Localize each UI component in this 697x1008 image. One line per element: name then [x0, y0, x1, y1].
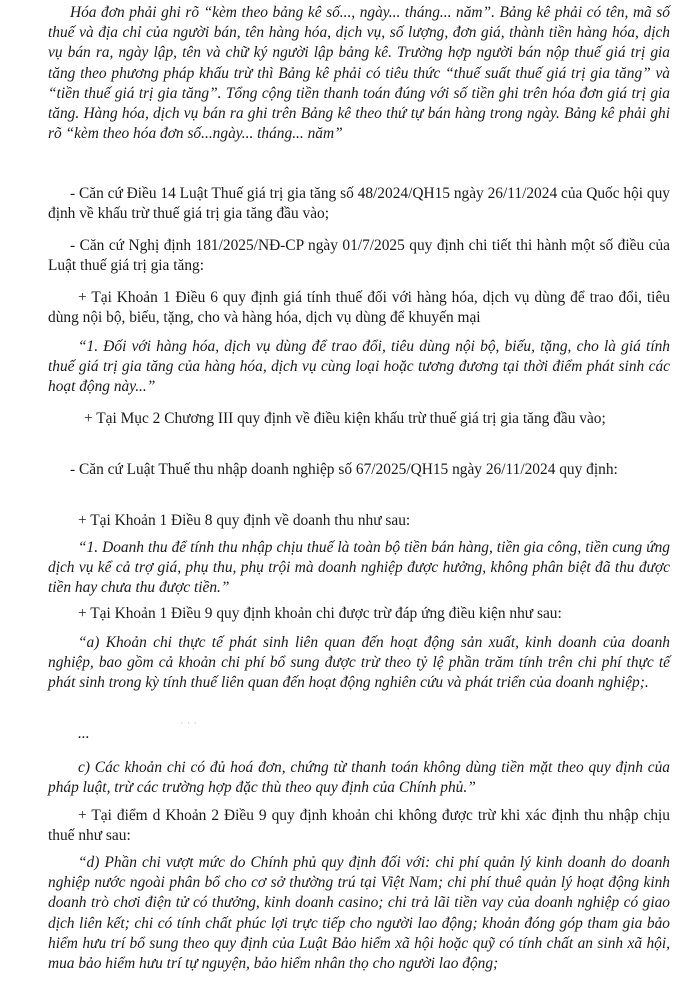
paragraph-cit-article-8: + Tại Khoản 1 Điều 8 quy định về doanh thu như sau:	[78, 512, 411, 529]
paragraph-cit-article-9-clause-1: + Tại Khoản 1 Điều 9 quy định khoản chi được trừ đáp ứng điều kiện như sau:	[78, 605, 562, 622]
quote-cit-article-9-point-c: c) Các khoản chi có đủ hoá đơn, chứng từ thanh toán không dùng tiền mặt theo quy định của pháp luật, trừ các trường hợp đặc thù theo quy định của Chính phủ.”	[48, 759, 670, 797]
scan-smudge: · · ·	[180, 717, 198, 729]
quote-cit-article-8: “1. Doanh thu để tính thu nhập chịu thuế là toàn bộ tiền bán hàng, tiền gia công, tiền cung ứng dịch vụ kể cả trợ giá, phụ thu, phụ trội mà doanh nghiệp được hưởng, không phân biệt đã thu được tiền hay chưa thu được tiền.”	[48, 539, 670, 597]
quote-decree-article-6: “1. Đối với hàng hóa, dịch vụ dùng để trao đổi, tiêu dùng nội bộ, biếu, tặng, cho là giá tính thuế giá trị gia tăng của hàng hóa, dịch vụ cùng loại hoặc tương đương tại thời điểm phát sinh các hoạt động này...”	[48, 338, 670, 396]
quote-ellipsis: ...	[78, 725, 90, 742]
paragraph-decree-article-6: + Tại Khoản 1 Điều 6 quy định giá tính thuế đối với hàng hóa, dịch vụ dùng để trao đổi, tiêu dùng nội bộ, biếu, tặng, cho và hàng hóa, dịch vụ dùng để khuyến mại	[48, 289, 670, 327]
paragraph-cit-article-9-clause-2: + Tại điểm d Khoản 2 Điều 9 quy định khoản chi không được trừ khi xác định thu nhập chịu thuế như sau:	[48, 807, 670, 845]
paragraph-decree-181: - Căn cứ Nghị định 181/2025/NĐ-CP ngày 01/7/2025 quy định chi tiết thi hành một số điều của Luật thuế giá trị gia tăng:	[48, 237, 670, 275]
paragraph-vat-law-article-14: - Căn cứ Điều 14 Luật Thuế giá trị gia tăng số 48/2024/QH15 ngày 26/11/2024 của Quốc hội quy định về khấu trừ thuế giá trị gia tăng đầu vào;	[48, 185, 670, 223]
quote-cit-article-9-point-d: “d) Phần chi vượt mức do Chính phủ quy định đối với: chi phí quản lý kinh doanh do doanh nghiệp nước ngoài phân bổ cho cơ sở thường trú tại Việt Nam; chi phí thuê quản lý hoạt động kinh doanh trò chơi điện tử có thưởng, kinh doanh casino; chi trả lãi tiền vay của doanh nghiệp có giao dịch liên kết; chi có tính chất phúc lợi trực tiếp cho người lao động; khoản đóng góp tham gia bảo hiểm hưu trí bổ sung theo quy định của Luật Bảo hiểm xã hội hoặc quỹ có tính chất an sinh xã hội, mua bảo hiểm hưu trí tự nguyện, bảo hiểm nhân thọ cho người lao động;	[48, 854, 670, 973]
paragraph-chapter-3-section-2: + Tại Mục 2 Chương III quy định về điều kiện khấu trừ thuế giá trị gia tăng đầu vào;	[84, 410, 606, 427]
paragraph-invoice-listing-rules: Hóa đơn phải ghi rõ “kèm theo bảng kê số..., ngày... tháng... năm”. Bảng kê phải có tên, mã số thuế và địa chỉ của người bán, tên hàng hóa, dịch vụ, số lượng, đơn giá, thành tiền hàng hóa, dịch vụ bán ra, ngày lập, tên và chữ ký người lập bảng kê. Trường hợp người bán nộp thuế giá trị gia tăng theo phương pháp khấu trừ thì Bảng kê phải có tiêu thức “thuế suất thuế giá trị gia tăng” và “tiền thuế giá trị gia tăng”. Tổng cộng tiền thanh toán đúng với số tiền ghi trên hóa đơn giá trị gia tăng. Hàng hóa, dịch vụ bán ra ghi trên Bảng kê theo thứ tự bán hàng trong ngày. Bảng kê phải ghi rõ “kèm theo hóa đơn số...ngày... tháng... năm”	[48, 4, 670, 143]
quote-cit-article-9-point-a: “a) Khoản chi thực tế phát sinh liên quan đến hoạt động sản xuất, kinh doanh của doanh nghiệp, bao gồm cả khoản chi phí bổ sung được trừ theo tỷ lệ phần trăm tính trên chi phí thực tế phát sinh trong kỳ tính thuế liên quan đến hoạt động nghiên cứu và phát triển của doanh nghiệp;.	[48, 634, 670, 692]
paragraph-cit-law-67: - Căn cứ Luật Thuế thu nhập doanh nghiệp số 67/2025/QH15 ngày 26/11/2024 quy định:	[70, 461, 618, 478]
